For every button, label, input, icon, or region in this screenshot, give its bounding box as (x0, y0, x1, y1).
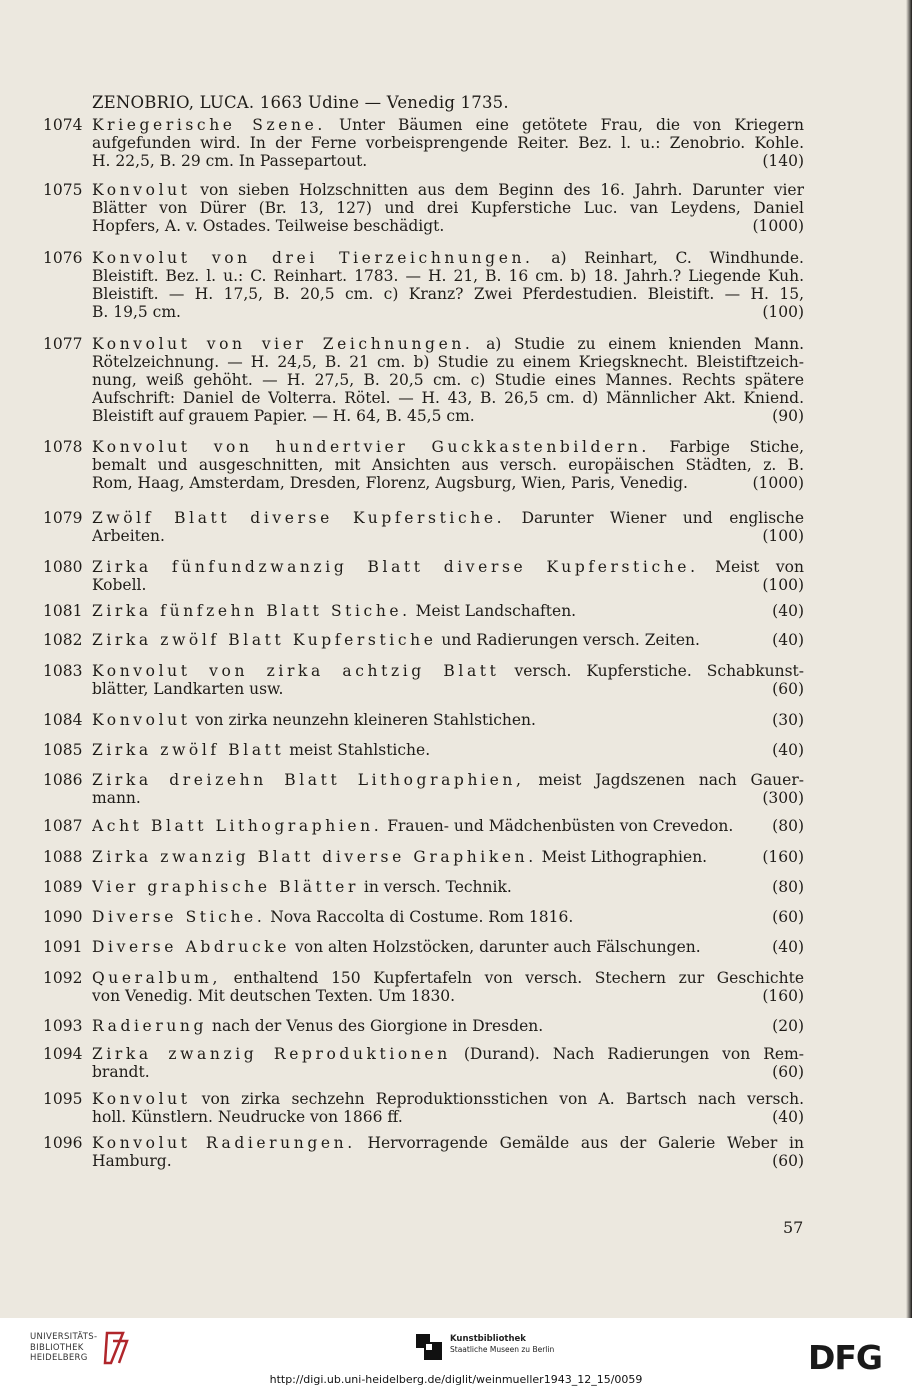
spaced-title: Zirka zwanzig Reproduktionen (92, 1045, 451, 1063)
line-text: Konvolut von vier Zeichnungen. a) Studie zu einem knienden Mann. (92, 335, 804, 353)
line-text: Konvolut von drei Tierzeichnungen. a) Reinhart, C. Windhunde. (92, 249, 804, 267)
estimate-price: (90) (772, 407, 804, 425)
line-text: Rötelzeichnung. — H. 24,5, B. 21 cm. b) Studie zu einem Kriegsknecht. Bleistiftzeich- (92, 353, 804, 371)
spaced-title: Zirka zwölf Blatt Kupferstiche (92, 631, 437, 649)
ub-heidelberg-logo[interactable] (30, 1331, 129, 1365)
estimate-price: (160) (762, 987, 804, 1005)
text-line (92, 987, 804, 1005)
lot-description (92, 662, 804, 698)
spaced-title: Konvolut von drei Tierzeichnungen. (92, 249, 534, 267)
text-line (92, 711, 804, 729)
dfg-logo[interactable]: DFG (808, 1338, 883, 1377)
text-line (92, 602, 804, 620)
spaced-title: Konvolut (92, 1090, 191, 1108)
line-text: Bleistift auf grauem Papier. — H. 64, B. 45,5 cm. (92, 407, 475, 425)
text-line (92, 509, 804, 527)
lot-number: 1076 (43, 249, 83, 267)
text-line (92, 680, 804, 698)
lot-number: 1082 (43, 631, 83, 649)
text-line (92, 938, 804, 956)
text-line (92, 527, 804, 545)
line-text: von Venedig. Mit deutschen Texten. Um 1830. (92, 987, 456, 1005)
lot-number: 1090 (43, 908, 83, 926)
estimate-price: (60) (772, 1063, 804, 1081)
line-text: blätter, Landkarten usw. (92, 680, 284, 698)
line-text: Vier graphische Blätter in versch. Technik. (92, 878, 512, 896)
line-text: Konvolut von zirka neunzehn kleineren Stahlstichen. (92, 711, 536, 729)
source-url[interactable]: http://digi.ub.uni-heidelberg.de/diglit/weinmueller1943_12_15/0059 (269, 1373, 643, 1386)
kunstbibliothek-icon (416, 1334, 442, 1360)
line-text: Bleistift. Bez. l. u.: C. Reinhart. 1783. — H. 21, B. 16 cm. b) 18. Jahrh.? Liegende Kuh. (92, 267, 804, 285)
lot-number: 1089 (43, 878, 83, 896)
line-text: H. 22,5, B. 29 cm. In Passepartout. (92, 152, 368, 170)
lot-description (92, 848, 804, 866)
text-line (92, 817, 804, 835)
estimate-price: (40) (772, 602, 804, 620)
lot-number: 1084 (43, 711, 83, 729)
spaced-title: Queralbum, (92, 969, 221, 987)
lot-number: 1080 (43, 558, 83, 576)
spaced-title: Diverse Stiche. (92, 908, 266, 926)
lot-description (92, 438, 804, 492)
lot-description (92, 181, 804, 235)
text-line (92, 662, 804, 680)
lot-description (92, 602, 804, 620)
section-heading: ZENOBRIO, LUCA. 1663 Udine — Venedig 1735. (92, 93, 509, 112)
text-line (92, 1045, 804, 1063)
spaced-title: Acht Blatt Lithographien. (92, 817, 383, 835)
spaced-title: Konvolut (92, 711, 191, 729)
text-line (92, 407, 804, 425)
spaced-title: Radierung (92, 1017, 208, 1035)
text-line (92, 969, 804, 987)
line-text: Zirka zwölf Blatt Kupferstiche und Radierungen versch. Zeiten. (92, 631, 700, 649)
estimate-price: (40) (772, 1108, 804, 1126)
text-line (92, 558, 804, 576)
lot-description (92, 938, 804, 956)
line-text: Blätter von Dürer (Br. 13, 127) und drei Kupferstiche Luc. van Leydens, Daniel (92, 199, 804, 217)
text-line (92, 908, 804, 926)
text-line (92, 249, 804, 267)
text-line (92, 576, 804, 594)
lot-number: 1079 (43, 509, 83, 527)
estimate-price: (1000) (752, 474, 804, 492)
line-text: Konvolut Radierungen. Hervorragende Gemälde aus der Galerie Weber in (92, 1134, 804, 1152)
lot-description (92, 335, 804, 425)
line-text: mann. (92, 789, 141, 807)
spaced-title: Konvolut von hundertvier Guckkastenbildern. (92, 438, 650, 456)
ub-heidelberg-icon (103, 1331, 129, 1365)
line-text: brandt. (92, 1063, 150, 1081)
lot-number: 1075 (43, 181, 83, 199)
lot-number: 1077 (43, 335, 83, 353)
text-line (92, 267, 804, 285)
estimate-price: (30) (772, 711, 804, 729)
lot-description (92, 558, 804, 594)
spaced-title: Kriegerische Szene. (92, 116, 326, 134)
line-text: Diverse Abdrucke von alten Holzstöcken, darunter auch Fälschungen. (92, 938, 701, 956)
estimate-price: (40) (772, 938, 804, 956)
text-line (92, 285, 804, 303)
text-line (92, 631, 804, 649)
estimate-price: (40) (772, 741, 804, 759)
lot-description (92, 1017, 804, 1035)
lot-description (92, 711, 804, 729)
lot-number: 1087 (43, 817, 83, 835)
lot-description (92, 509, 804, 545)
spaced-title: Konvolut (92, 181, 191, 199)
page-number: 57 (783, 1218, 804, 1237)
spaced-title: Zirka zwanzig Blatt diverse Graphiken. (92, 848, 537, 866)
ub-heidelberg-text: UNIVERSITÄTS- BIBLIOTHEK HEIDELBERG (30, 1332, 98, 1364)
line-text: B. 19,5 cm. (92, 303, 181, 321)
spaced-title: Zirka fünfzehn Blatt Stiche. (92, 602, 411, 620)
text-line (92, 789, 804, 807)
lot-description (92, 249, 804, 321)
line-text: Hopfers, A. v. Ostades. Teilweise beschädigt. (92, 217, 445, 235)
text-line (92, 848, 804, 866)
line-text: Kriegerische Szene. Unter Bäumen eine getötete Frau, die von Kriegern (92, 116, 804, 134)
lot-description (92, 878, 804, 896)
line-text: Konvolut von zirka sechzehn Reproduktionsstichen von A. Bartsch nach versch. (92, 1090, 804, 1108)
text-line (92, 474, 804, 492)
line-text: aufgefunden wird. In der Ferne vorbeisprengende Reiter. Bez. l. u.: Zenobrio. Kohle. (92, 134, 804, 152)
lot-number: 1094 (43, 1045, 83, 1063)
line-text: Aufschrift: Daniel de Volterra. Rötel. — H. 43, B. 26,5 cm. d) Männlicher Akt. Kniend. (92, 389, 804, 407)
text-line (92, 1152, 804, 1170)
estimate-price: (40) (772, 631, 804, 649)
lot-number: 1083 (43, 662, 83, 680)
lot-description (92, 1090, 804, 1126)
line-text: Hamburg. (92, 1152, 172, 1170)
estimate-price: (100) (762, 527, 804, 545)
text-line (92, 134, 804, 152)
line-text: Bleistift. — H. 17,5, B. 20,5 cm. c) Kranz? Zwei Pferdestudien. Bleistift. — H. 15, (92, 285, 804, 303)
lot-description (92, 741, 804, 759)
text-line (92, 389, 804, 407)
lot-number: 1096 (43, 1134, 83, 1152)
line-text: bemalt und ausgeschnitten, mit Ansichten aus versch. europäischen Städten, z. B. (92, 456, 804, 474)
line-text: holl. Künstlern. Neudrucke von 1866 ff. (92, 1108, 403, 1126)
line-text: Diverse Stiche. Nova Raccolta di Costume. Rom 1816. (92, 908, 574, 926)
estimate-price: (100) (762, 303, 804, 321)
lot-number: 1074 (43, 116, 83, 134)
line-text: Zirka fünfzehn Blatt Stiche. Meist Landschaften. (92, 602, 577, 620)
estimate-price: (60) (772, 1152, 804, 1170)
line-text: Zirka zwanzig Blatt diverse Graphiken. Meist Lithographien. (92, 848, 708, 866)
spaced-title: Zirka dreizehn Blatt Lithographien, (92, 771, 525, 789)
estimate-price: (140) (762, 152, 804, 170)
spaced-title: Zirka zwölf Blatt (92, 741, 285, 759)
text-line (92, 456, 804, 474)
text-line (92, 1134, 804, 1152)
estimate-price: (160) (762, 848, 804, 866)
line-text: Zirka fünfundzwanzig Blatt diverse Kupferstiche. Meist von (92, 558, 804, 576)
spaced-title: Zwölf Blatt diverse Kupferstiche. (92, 509, 506, 527)
spaced-title: Diverse Abdrucke (92, 938, 291, 956)
lot-description (92, 817, 804, 835)
line-text: Arbeiten. (92, 527, 165, 545)
lot-number: 1095 (43, 1090, 83, 1108)
lot-description (92, 1045, 804, 1081)
estimate-price: (1000) (752, 217, 804, 235)
estimate-price: (100) (762, 576, 804, 594)
estimate-price: (20) (772, 1017, 804, 1035)
text-line (92, 371, 804, 389)
line-text: Zirka dreizehn Blatt Lithographien, meist Jagdszenen nach Gauer- (92, 771, 804, 789)
estimate-price: (60) (772, 680, 804, 698)
text-line (92, 217, 804, 235)
lot-number: 1093 (43, 1017, 83, 1035)
lot-number: 1085 (43, 741, 83, 759)
lot-description (92, 1134, 804, 1170)
lot-description (92, 631, 804, 649)
spaced-title: Zirka fünfundzwanzig Blatt diverse Kupferstiche. (92, 558, 699, 576)
lot-number: 1086 (43, 771, 83, 789)
lot-number: 1088 (43, 848, 83, 866)
text-line (92, 878, 804, 896)
line-text: nung, weiß gehöht. — H. 27,5, B. 20,5 cm. c) Studie eines Mannes. Rechts spätere (92, 371, 804, 389)
text-line (92, 353, 804, 371)
line-text: Konvolut von hundertvier Guckkastenbildern. Farbige Stiche, (92, 438, 804, 456)
lot-number: 1091 (43, 938, 83, 956)
line-text: Queralbum, enthaltend 150 Kupfertafeln von versch. Stechern zur Geschichte (92, 969, 804, 987)
line-text: Acht Blatt Lithographien. Frauen- und Mädchenbüsten von Crevedon. (92, 817, 734, 835)
text-line (92, 335, 804, 353)
lot-number: 1092 (43, 969, 83, 987)
lot-description (92, 116, 804, 170)
line-text: Rom, Haag, Amsterdam, Dresden, Florenz, Augsburg, Wien, Paris, Venedig. (92, 474, 688, 492)
estimate-price: (80) (772, 817, 804, 835)
text-line (92, 438, 804, 456)
spaced-title: Konvolut Radierungen. (92, 1134, 356, 1152)
text-line (92, 771, 804, 789)
line-text: Kobell. (92, 576, 147, 594)
text-line (92, 1063, 804, 1081)
text-line (92, 741, 804, 759)
lot-description (92, 908, 804, 926)
estimate-price: (300) (762, 789, 804, 807)
estimate-price: (60) (772, 908, 804, 926)
line-text: Radierung nach der Venus des Giorgione in Dresden. (92, 1017, 544, 1035)
spaced-title: Konvolut von zirka achtzig Blatt (92, 662, 500, 680)
spaced-title: Konvolut von vier Zeichnungen. (92, 335, 474, 353)
estimate-price: (80) (772, 878, 804, 896)
lot-description (92, 969, 804, 1005)
kunstbibliothek-text: Kunstbibliothek Staatliche Museen zu Berlin (450, 1334, 555, 1354)
text-line (92, 152, 804, 170)
text-line (92, 1090, 804, 1108)
line-text: Konvolut von sieben Holzschnitten aus dem Beginn des 16. Jahrh. Darunter vier (92, 181, 804, 199)
text-line (92, 303, 804, 321)
lot-description (92, 771, 804, 807)
line-text: Zirka zwölf Blatt meist Stahlstiche. (92, 741, 431, 759)
spaced-title: Vier graphische Blätter (92, 878, 359, 896)
line-text: Konvolut von zirka achtzig Blatt versch. Kupferstiche. Schabkunst- (92, 662, 804, 680)
lot-number: 1081 (43, 602, 83, 620)
line-text: Zirka zwanzig Reproduktionen (Durand). Nach Radierungen von Rem- (92, 1045, 804, 1063)
lot-number: 1078 (43, 438, 83, 456)
text-line (92, 181, 804, 199)
text-line (92, 116, 804, 134)
kunstbibliothek-logo[interactable] (416, 1334, 554, 1360)
text-line (92, 1108, 804, 1126)
text-line (92, 1017, 804, 1035)
text-line (92, 199, 804, 217)
line-text: Zwölf Blatt diverse Kupferstiche. Darunter Wiener und englische (92, 509, 804, 527)
